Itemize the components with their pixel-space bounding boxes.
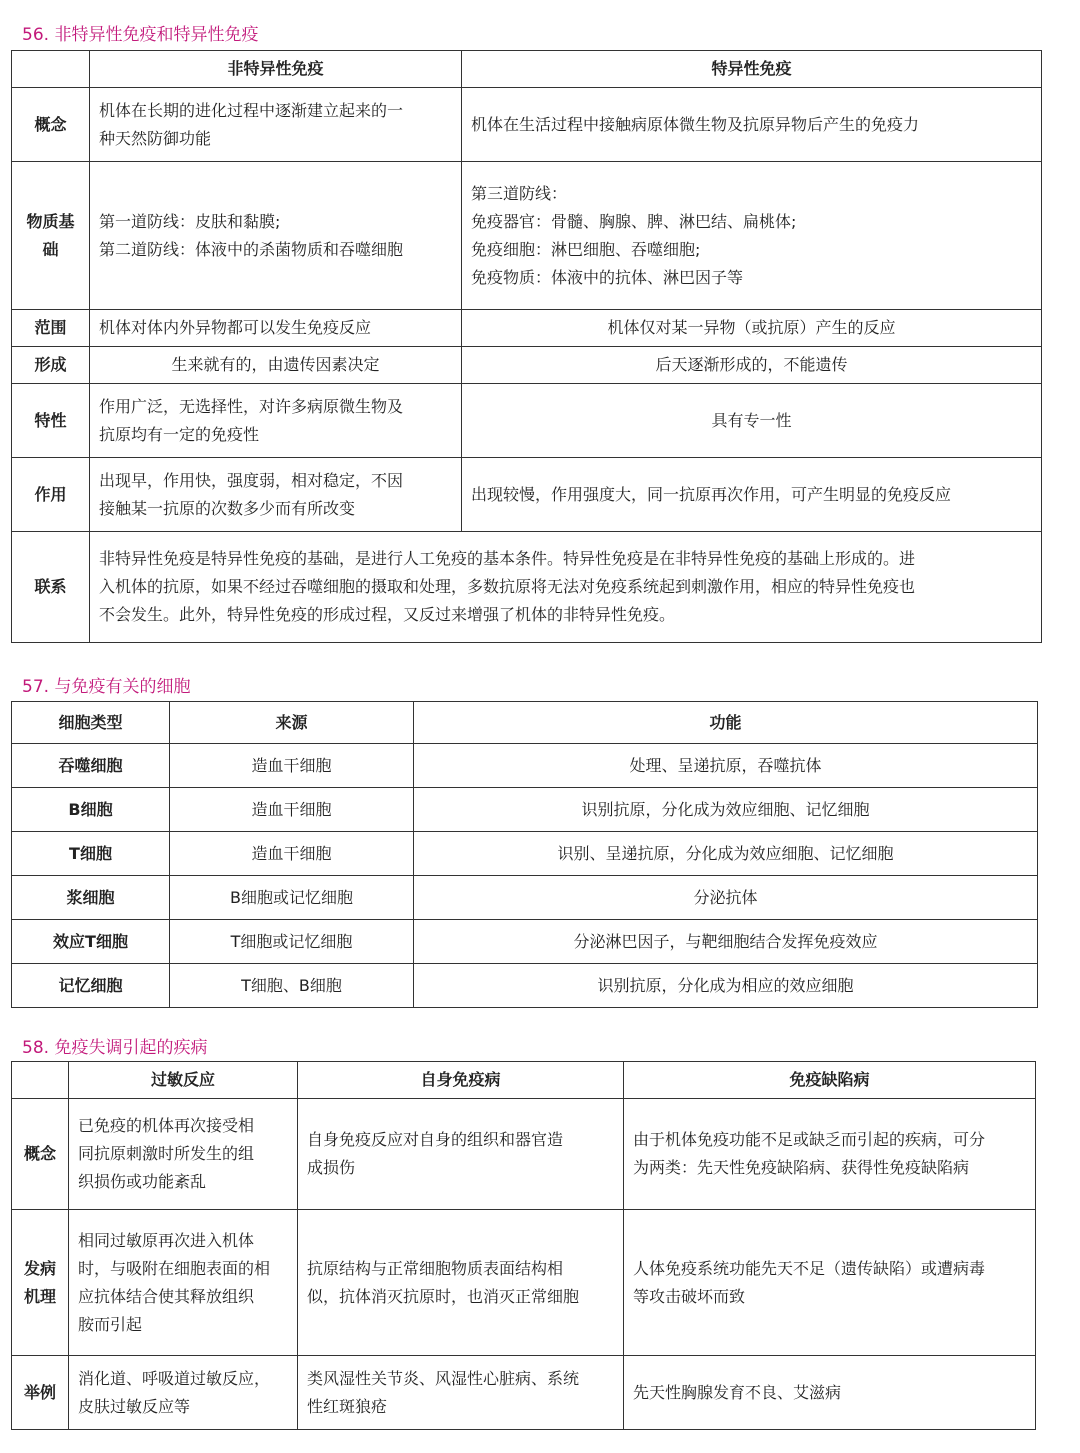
header-function: 功能: [414, 702, 1038, 744]
specific-concept: 机体在生活过程中接触病原体微生物及抗原异物后产生的免疫力: [462, 88, 1042, 162]
relation-text: 非特异性免疫是特异性免疫的基础，是进行人工免疫的基本条件。特异性免疫是在非特异性免疫的基础上形成的。进 入机体的抗原，如果不经过吞噬细胞的摄取和处理，多数抗原将无法对免疫系统起到刺激作用，相应的特异性免疫也 不会发生。此外，特异性免疫的形成过程，又反过来增强了机体的非特异性免疫。: [90, 532, 1042, 643]
nonspecific-formation: 生来就有的，由遗传因素决定: [90, 347, 462, 384]
specific-characteristic: 具有专一性: [462, 384, 1042, 458]
table-row: [12, 876, 1038, 920]
specific-formation: 后天逐渐形成的，不能遗传: [462, 347, 1042, 384]
table-row: [12, 88, 1042, 162]
cell-function: 分泌抗体: [414, 876, 1038, 920]
autoimmune-concept: 自身免疫反应对自身的组织和器官造 成损伤: [298, 1099, 624, 1210]
header-immunodeficiency: 免疫缺陷病: [624, 1062, 1036, 1099]
nonspecific-scope: 机体对体内外异物都可以发生免疫反应: [90, 310, 462, 347]
cell-function: 处理、呈递抗原，吞噬抗体: [414, 744, 1038, 788]
cell-source: 造血干细胞: [170, 832, 414, 876]
row-label-material-basis: 物质基 础: [12, 162, 90, 310]
allergy-pathogenesis: 相同过敏原再次进入机体 时，与吸附在细胞表面的相 应抗体结合使其释放组织 胺而引起: [69, 1210, 298, 1356]
cell-type: 浆细胞: [12, 876, 170, 920]
row-label-formation: 形成: [12, 347, 90, 384]
specific-material-basis: 第三道防线： 免疫器官：骨髓、胸腺、脾、淋巴结、扁桃体; 免疫细胞：淋巴细胞、吞噬细胞; 免疫物质：体液中的抗体、淋巴因子等: [462, 162, 1042, 310]
cell-type: T细胞: [12, 832, 170, 876]
table-row: [12, 1210, 1036, 1356]
autoimmune-examples: 类风湿性关节炎、风湿性心脏病、系统 性红斑狼疮: [298, 1356, 624, 1430]
table-row: [12, 832, 1038, 876]
cell-function: 分泌淋巴因子，与靶细胞结合发挥免疫效应: [414, 920, 1038, 964]
row-label-characteristic: 特性: [12, 384, 90, 458]
row-label-relation: 联系: [12, 532, 90, 643]
row-label-scope: 范围: [12, 310, 90, 347]
immunodeficiency-concept: 由于机体免疫功能不足或缺乏而引起的疾病，可分 为两类：先天性免疫缺陷病、获得性免疫缺陷病: [624, 1099, 1036, 1210]
cell-type: 吞噬细胞: [12, 744, 170, 788]
allergy-concept: 已免疫的机体再次接受相 同抗原刺激时所发生的组 织损伤或功能紊乱: [69, 1099, 298, 1210]
specific-effect: 出现较慢，作用强度大，同一抗原再次作用，可产生明显的免疫反应: [462, 458, 1042, 532]
row-label-effect: 作用: [12, 458, 90, 532]
cell-function: 识别抗原，分化成为效应细胞、记忆细胞: [414, 788, 1038, 832]
corner-cell: [12, 51, 90, 88]
section-56-title: 56. 非特异性免疫和特异性免疫: [22, 25, 259, 45]
cell-type: B细胞: [12, 788, 170, 832]
table-row: [12, 458, 1042, 532]
nonspecific-material-basis: 第一道防线：皮肤和黏膜; 第二道防线：体液中的杀菌物质和吞噬细胞: [90, 162, 462, 310]
cell-type: 记忆细胞: [12, 964, 170, 1008]
table-row: [12, 1099, 1036, 1210]
table-row: [12, 347, 1042, 384]
nonspecific-characteristic: 作用广泛，无选择性，对许多病原微生物及 抗原均有一定的免疫性: [90, 384, 462, 458]
table-row: [12, 744, 1038, 788]
table-header-row: [12, 702, 1038, 744]
cell-function: 识别、呈递抗原，分化成为效应细胞、记忆细胞: [414, 832, 1038, 876]
nonspecific-effect: 出现早，作用快，强度弱，相对稳定，不因 接触某一抗原的次数多少而有所改变: [90, 458, 462, 532]
table-row: [12, 532, 1042, 643]
row-label-pathogenesis: 发病 机理: [12, 1210, 69, 1356]
table-row: [12, 788, 1038, 832]
table-header-row: [12, 1062, 1036, 1099]
section-58-title: 58. 免疫失调引起的疾病: [22, 1038, 208, 1058]
table-row: [12, 310, 1042, 347]
table-row: [12, 162, 1042, 310]
allergy-examples: 消化道、呼吸道过敏反应， 皮肤过敏反应等: [69, 1356, 298, 1430]
header-autoimmune: 自身免疫病: [298, 1062, 624, 1099]
cell-source: B细胞或记忆细胞: [170, 876, 414, 920]
cell-source: 造血干细胞: [170, 744, 414, 788]
cell-source: T细胞或记忆细胞: [170, 920, 414, 964]
table-56-immunity-comparison: [11, 50, 1042, 643]
row-label-examples: 举例: [12, 1356, 69, 1430]
table-57-immune-cells: [11, 701, 1038, 1008]
nonspecific-concept: 机体在长期的进化过程中逐渐建立起来的一 种天然防御功能: [90, 88, 462, 162]
table-row: [12, 384, 1042, 458]
cell-function: 识别抗原，分化成为相应的效应细胞: [414, 964, 1038, 1008]
cell-type: 效应T细胞: [12, 920, 170, 964]
table-row: [12, 964, 1038, 1008]
row-label-concept: 概念: [12, 88, 90, 162]
header-nonspecific: 非特异性免疫: [90, 51, 462, 88]
table-row: [12, 920, 1038, 964]
table-row: [12, 1356, 1036, 1430]
header-cell-type: 细胞类型: [12, 702, 170, 744]
section-57-title: 57. 与免疫有关的细胞: [22, 677, 191, 697]
header-allergy: 过敏反应: [69, 1062, 298, 1099]
cell-source: T细胞、B细胞: [170, 964, 414, 1008]
autoimmune-pathogenesis: 抗原结构与正常细胞物质表面结构相 似，抗体消灭抗原时，也消灭正常细胞: [298, 1210, 624, 1356]
header-specific: 特异性免疫: [462, 51, 1042, 88]
cell-source: 造血干细胞: [170, 788, 414, 832]
corner-cell: [12, 1062, 69, 1099]
table-58-immune-disorders: [11, 1061, 1036, 1430]
row-label-concept: 概念: [12, 1099, 69, 1210]
immunodeficiency-pathogenesis: 人体免疫系统功能先天不足（遗传缺陷）或遭病毒 等攻击破坏而致: [624, 1210, 1036, 1356]
table-header-row: [12, 51, 1042, 88]
immunodeficiency-examples: 先天性胸腺发育不良、艾滋病: [624, 1356, 1036, 1430]
specific-scope: 机体仅对某一异物（或抗原）产生的反应: [462, 310, 1042, 347]
header-source: 来源: [170, 702, 414, 744]
